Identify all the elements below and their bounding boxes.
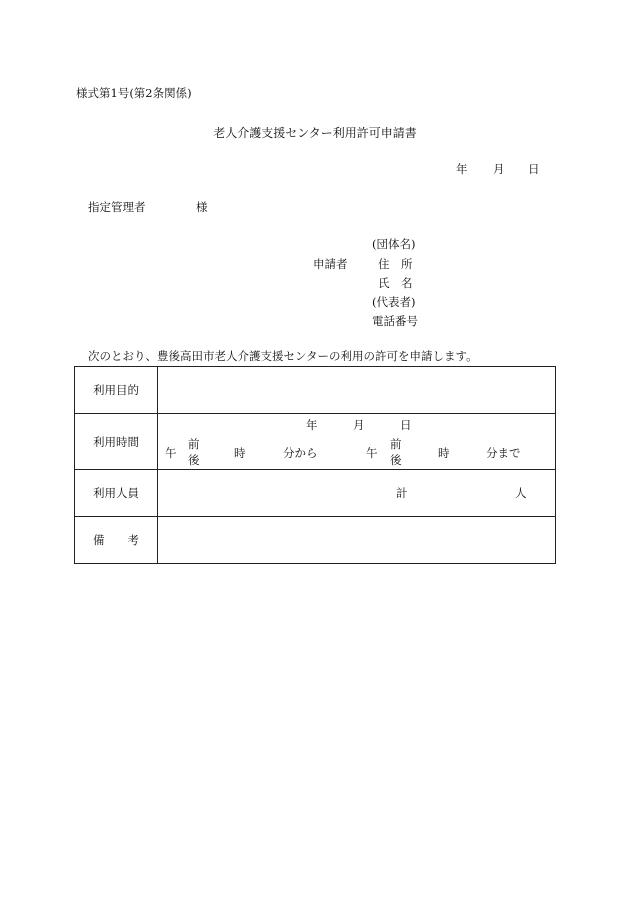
start-minute-label: 分から — [283, 446, 318, 460]
people-row — [75, 470, 556, 517]
addressee-label: 指定管理者 — [88, 200, 146, 214]
end-hour-label: 時 — [438, 446, 450, 460]
end-minute-label: 分まで — [486, 446, 521, 460]
remarks-row — [75, 517, 556, 564]
people-field[interactable] — [158, 470, 556, 517]
purpose-row — [75, 367, 556, 414]
applicant-org-name-label: (団体名) — [372, 237, 416, 251]
time-day-label: 日 — [400, 418, 412, 432]
time-row — [75, 414, 556, 470]
date-month-label: 月 — [493, 162, 505, 176]
start-pm-option: 後 — [188, 453, 200, 467]
applicant-representative-label: (代表者) — [372, 295, 416, 309]
applicant-address-label: 住 所 — [378, 257, 413, 271]
application-statement: 次のとおり、豊後高田市老人介護支援センターの利用の許可を申請します。 — [88, 349, 478, 363]
start-am-option: 前 — [188, 437, 200, 451]
purpose-field[interactable] — [158, 367, 556, 414]
addressee-honorific: 様 — [196, 200, 208, 214]
start-am-pm-prefix: 午 — [165, 446, 177, 460]
time-year-label: 年 — [306, 418, 318, 432]
application-table — [74, 366, 556, 564]
time-month-label: 月 — [353, 418, 365, 432]
people-label: 利用人員 — [75, 470, 158, 517]
people-total-label: 計 — [396, 486, 408, 500]
start-hour-label: 時 — [234, 446, 246, 460]
end-am-option: 前 — [390, 437, 402, 451]
document-title: 老人介護支援センター利用許可申請書 — [213, 126, 417, 140]
date-year-label: 年 — [456, 162, 468, 176]
time-label: 利用時間 — [75, 414, 158, 470]
end-am-pm-prefix: 午 — [366, 446, 378, 460]
remarks-field[interactable] — [158, 517, 556, 564]
people-unit-label: 人 — [515, 486, 527, 500]
date-day-label: 日 — [528, 162, 540, 176]
applicant-name-label: 氏 名 — [378, 276, 413, 290]
remarks-label: 備 考 — [75, 517, 158, 564]
purpose-label: 利用目的 — [75, 367, 158, 414]
form-number: 様式第1号(第2条関係) — [76, 86, 192, 100]
time-field[interactable] — [158, 414, 556, 470]
end-pm-option: 後 — [390, 453, 402, 467]
applicant-phone-label: 電話番号 — [372, 314, 418, 328]
applicant-label: 申請者 — [313, 257, 348, 271]
